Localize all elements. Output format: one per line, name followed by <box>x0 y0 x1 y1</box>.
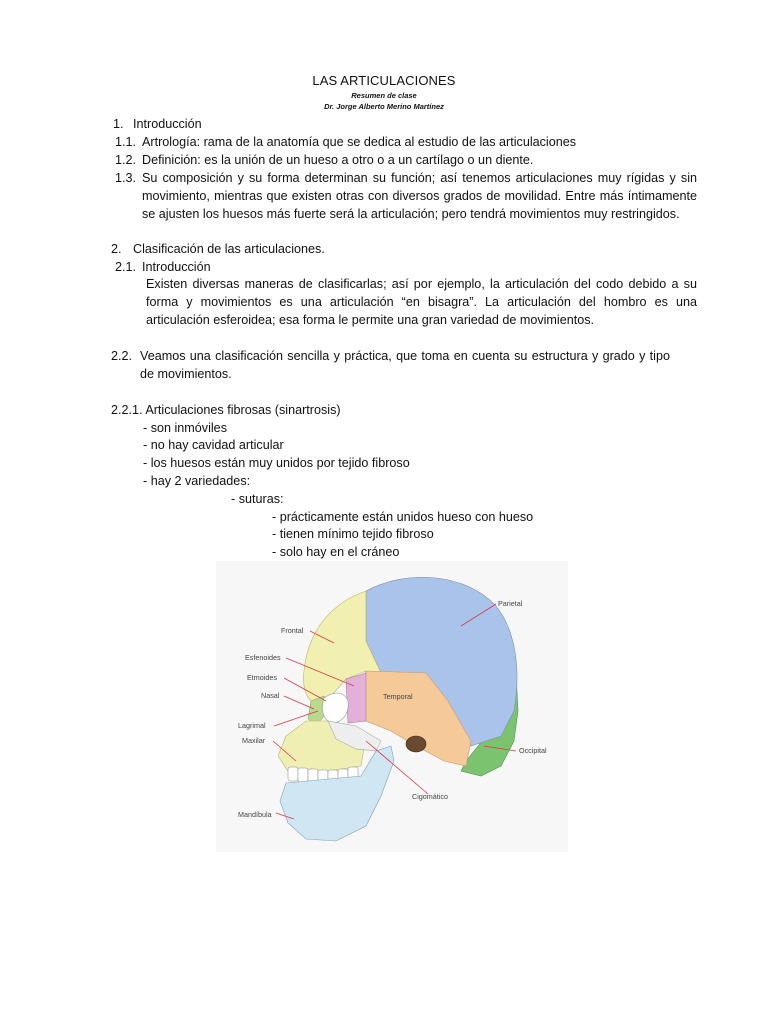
section2-2-1-title: 2.2.1. Articulaciones fibrosas (sinartrosis) <box>111 403 341 417</box>
suturas-bullet-1: - prácticamente están unidos hueso con hueso <box>272 510 534 524</box>
item-1-3-number: 1.3. <box>115 171 137 185</box>
label-etmoides: Etmoides <box>247 673 277 682</box>
label-nasal: Nasal <box>261 691 280 700</box>
section2-1-number: 2.1. <box>115 260 137 274</box>
section1-number: 1. <box>113 117 124 131</box>
item-1-1-text: Artrología: rama de la anatomía que se dedica al estudio de las articulaciones <box>142 135 577 149</box>
fibrosas-bullet-2: - no hay cavidad articular <box>143 438 284 452</box>
item-1-1-number: 1.1. <box>115 135 137 149</box>
suturas-bullet-3: - solo hay en el cráneo <box>272 545 400 559</box>
label-frontal: Frontal <box>281 626 304 635</box>
section2-number: 2. <box>111 242 122 256</box>
document-author: Dr. Jorge Alberto Merino Martínez <box>324 102 444 111</box>
section1-heading: Introducción <box>133 117 202 131</box>
section2-2-text: Veamos una clasificación sencilla y práctica, que toma en cuenta su estructura y grado y tipo de movimientos. <box>140 349 670 381</box>
label-mandibula: Mandíbula <box>238 810 272 819</box>
ear-canal <box>406 736 426 752</box>
section2-2-number: 2.2. <box>111 349 133 363</box>
orbit-cavity <box>322 693 348 723</box>
label-occipital: Occipital <box>519 746 547 755</box>
label-cigomatico: Cigomático <box>412 792 448 801</box>
skull-illustration <box>216 561 568 852</box>
document-subtitle: Resumen de clase <box>351 91 417 100</box>
section2-1-title: Introducción <box>142 260 211 274</box>
label-esfenoides: Esfenoides <box>245 653 281 662</box>
document-title: LAS ARTICULACIONES <box>312 73 456 88</box>
label-maxilar: Maxilar <box>242 736 266 745</box>
fibrosas-bullet-1: - son inmóviles <box>143 421 227 435</box>
label-temporal: Temporal <box>383 692 413 701</box>
suturas-label: - suturas: <box>231 492 284 506</box>
suturas-bullet-2: - tienen mínimo tejido fibroso <box>272 527 434 541</box>
skull-figure <box>216 561 568 852</box>
fibrosas-bullet-3: - los huesos están muy unidos por tejido fibroso <box>143 456 410 470</box>
label-parietal: Parietal <box>498 599 523 608</box>
item-1-2-text: Definición: es la unión de un hueso a otro o a un cartílago o un diente. <box>142 153 534 167</box>
item-1-2-number: 1.2. <box>115 153 137 167</box>
sphenoid-bone <box>346 673 366 723</box>
section2-heading: Clasificación de las articulaciones. <box>133 242 325 256</box>
item-1-3-text: Su composición y su forma determinan su función; así tenemos articulaciones muy rígidas y sin movimiento, mientras que existen otras con diversos grados de movilidad. Entre más íntimamente se ajusten los huesos más fuerte será la articulación; pero tendrá movimientos muy restringidos. <box>142 171 697 221</box>
fibrosas-bullet-4: - hay 2 variedades: <box>143 474 251 488</box>
section2-1-text: Existen diversas maneras de clasificarlas; así por ejemplo, la articulación del codo debido a su forma y movimientos es una articulación “en bisagra”. La articulación del hombro es una articulación esferoidea; esa forma le permite una gran variedad de movimientos. <box>146 277 697 327</box>
label-lagrimal: Lagrimal <box>238 721 266 730</box>
